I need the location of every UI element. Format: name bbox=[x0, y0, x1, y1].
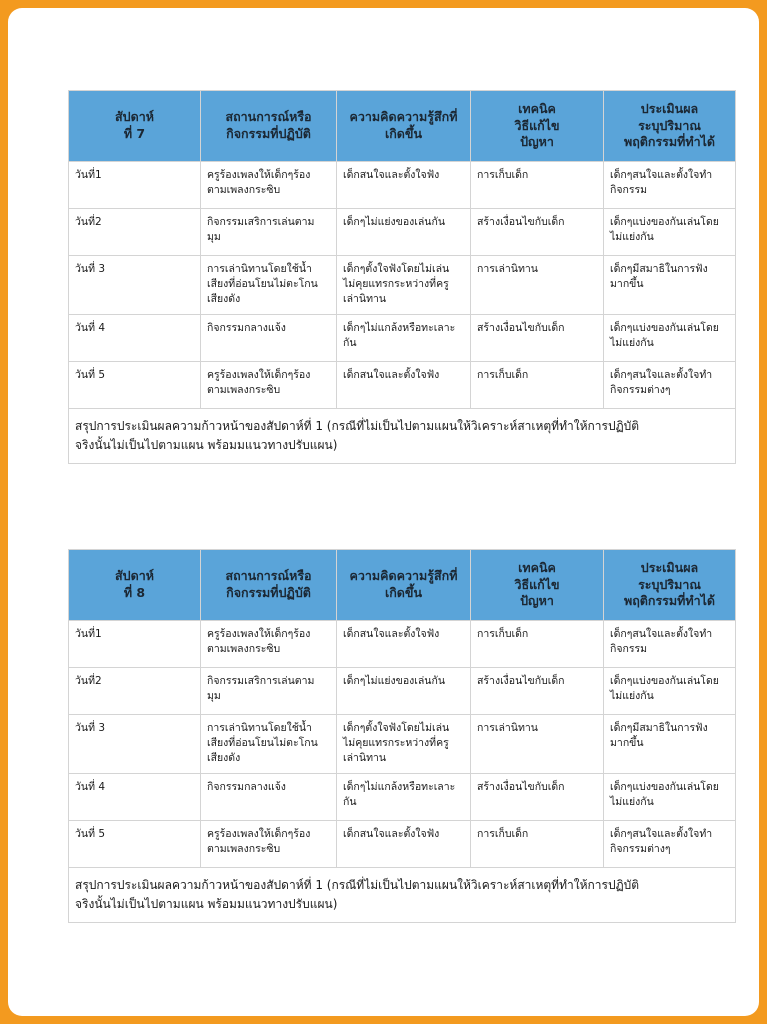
header-feelings: ความคิดความรู้สึกที่ เกิดขึ้น bbox=[337, 550, 471, 621]
header-feelings: ความคิดความรู้สึกที่ เกิดขึ้น bbox=[337, 91, 471, 162]
summary-row bbox=[69, 868, 736, 923]
feeling-cell: เด็กๆไม่แย่งของเล่นกัน bbox=[337, 209, 471, 256]
day-cell: วันที่ 3 bbox=[69, 256, 201, 315]
table-row bbox=[69, 821, 736, 868]
technique-cell: การเล่านิทาน bbox=[471, 256, 604, 315]
activity-cell: การเล่านิทานโดยใช้น้ำ เสียงที่อ่อนโยนไม่ตะโกน เสียงดัง bbox=[201, 256, 337, 315]
table-header-row bbox=[69, 550, 736, 621]
feeling-cell: เด็กสนใจและตั้งใจฟัง bbox=[337, 621, 471, 668]
header-activity: สถานการณ์หรือ กิจกรรมที่ปฏิบัติ bbox=[201, 91, 337, 162]
week-7-plan-table bbox=[68, 90, 736, 464]
evaluation-cell: เด็กๆสนใจและตั้งใจทำ กิจกรรมต่างๆ bbox=[604, 821, 736, 868]
feeling-cell: เด็กสนใจและตั้งใจฟัง bbox=[337, 362, 471, 409]
day-cell: วันที่2 bbox=[69, 209, 201, 256]
evaluation-cell: เด็กๆสนใจและตั้งใจทำ กิจกรรม bbox=[604, 621, 736, 668]
table-row bbox=[69, 668, 736, 715]
header-week: สัปดาห์ ที่ 8 bbox=[69, 550, 201, 621]
evaluation-cell: เด็กๆแบ่งของกันเล่นโดย ไม่แย่งกัน bbox=[604, 209, 736, 256]
feeling-cell: เด็กๆไม่แย่งของเล่นกัน bbox=[337, 668, 471, 715]
evaluation-cell: เด็กๆมีสมาธิในการฟัง มากขึ้น bbox=[604, 256, 736, 315]
progress-summary: สรุปการประเมินผลความก้าวหน้าของสัปดาห์ที่ 1 (กรณีที่ไม่เป็นไปตามแผนให้วิเคราะห์สาเหตุที่ทำให้การปฏิบัติ จริงนั้นไม่เป็นไปตามแผน พร้อมมแนวทางปรับแผน) bbox=[69, 409, 736, 464]
feeling-cell: เด็กสนใจและตั้งใจฟัง bbox=[337, 162, 471, 209]
table-row bbox=[69, 362, 736, 409]
header-activity: สถานการณ์หรือ กิจกรรมที่ปฏิบัติ bbox=[201, 550, 337, 621]
activity-cell: กิจกรรมเสริการเล่นตาม มุม bbox=[201, 209, 337, 256]
table-row bbox=[69, 621, 736, 668]
technique-cell: สร้างเงื่อนไขกับเด็ก bbox=[471, 209, 604, 256]
technique-cell: การเล่านิทาน bbox=[471, 715, 604, 774]
header-technique: เทคนิค วิธีแก้ไข ปัญหา bbox=[471, 91, 604, 162]
feeling-cell: เด็กๆไม่แกล้งหรือทะเลาะ กัน bbox=[337, 774, 471, 821]
activity-cell: ครูร้องเพลงให้เด็กๆร้อง ตามเพลงกระซิบ bbox=[201, 621, 337, 668]
evaluation-cell: เด็กๆมีสมาธิในการฟัง มากขึ้น bbox=[604, 715, 736, 774]
table-row bbox=[69, 774, 736, 821]
table-row bbox=[69, 209, 736, 256]
evaluation-cell: เด็กๆแบ่งของกันเล่นโดย ไม่แย่งกัน bbox=[604, 315, 736, 362]
week-8-plan-table bbox=[68, 549, 736, 923]
table-row bbox=[69, 315, 736, 362]
activity-cell: กิจกรรมเสริการเล่นตาม มุม bbox=[201, 668, 337, 715]
day-cell: วันที่ 4 bbox=[69, 315, 201, 362]
activity-cell: การเล่านิทานโดยใช้น้ำ เสียงที่อ่อนโยนไม่ตะโกน เสียงดัง bbox=[201, 715, 337, 774]
header-evaluation: ประเมินผล ระบุปริมาณ พฤติกรรมที่ทำได้ bbox=[604, 91, 736, 162]
summary-row bbox=[69, 409, 736, 464]
technique-cell: การเก็บเด็ก bbox=[471, 162, 604, 209]
day-cell: วันที่ 5 bbox=[69, 362, 201, 409]
evaluation-cell: เด็กๆสนใจและตั้งใจทำ กิจกรรม bbox=[604, 162, 736, 209]
feeling-cell: เด็กๆตั้งใจฟังโดยไม่เล่น ไม่คุยแทรกระหว่างที่ครู เล่านิทาน bbox=[337, 715, 471, 774]
table-header-row bbox=[69, 91, 736, 162]
document-page bbox=[8, 8, 759, 1016]
header-evaluation: ประเมินผล ระบุปริมาณ พฤติกรรมที่ทำได้ bbox=[604, 550, 736, 621]
feeling-cell: เด็กสนใจและตั้งใจฟัง bbox=[337, 821, 471, 868]
feeling-cell: เด็กๆไม่แกล้งหรือทะเลาะ กัน bbox=[337, 315, 471, 362]
header-week: สัปดาห์ ที่ 7 bbox=[69, 91, 201, 162]
activity-cell: กิจกรรมกลางแจ้ง bbox=[201, 315, 337, 362]
feeling-cell: เด็กๆตั้งใจฟังโดยไม่เล่น ไม่คุยแทรกระหว่างที่ครู เล่านิทาน bbox=[337, 256, 471, 315]
day-cell: วันที่2 bbox=[69, 668, 201, 715]
activity-cell: ครูร้องเพลงให้เด็กๆร้อง ตามเพลงกระซิบ bbox=[201, 362, 337, 409]
header-technique: เทคนิค วิธีแก้ไข ปัญหา bbox=[471, 550, 604, 621]
activity-cell: กิจกรรมกลางแจ้ง bbox=[201, 774, 337, 821]
technique-cell: สร้างเงื่อนไขกับเด็ก bbox=[471, 668, 604, 715]
technique-cell: สร้างเงื่อนไขกับเด็ก bbox=[471, 774, 604, 821]
activity-cell: ครูร้องเพลงให้เด็กๆร้อง ตามเพลงกระซิบ bbox=[201, 821, 337, 868]
table-row bbox=[69, 715, 736, 774]
evaluation-cell: เด็กๆสนใจและตั้งใจทำ กิจกรรมต่างๆ bbox=[604, 362, 736, 409]
day-cell: วันที่1 bbox=[69, 162, 201, 209]
progress-summary: สรุปการประเมินผลความก้าวหน้าของสัปดาห์ที่ 1 (กรณีที่ไม่เป็นไปตามแผนให้วิเคราะห์สาเหตุที่ทำให้การปฏิบัติ จริงนั้นไม่เป็นไปตามแผน พร้อมมแนวทางปรับแผน) bbox=[69, 868, 736, 923]
technique-cell: การเก็บเด็ก bbox=[471, 362, 604, 409]
technique-cell: การเก็บเด็ก bbox=[471, 821, 604, 868]
day-cell: วันที่1 bbox=[69, 621, 201, 668]
activity-cell: ครูร้องเพลงให้เด็กๆร้อง ตามเพลงกระซิบ bbox=[201, 162, 337, 209]
day-cell: วันที่ 5 bbox=[69, 821, 201, 868]
day-cell: วันที่ 3 bbox=[69, 715, 201, 774]
evaluation-cell: เด็กๆแบ่งของกันเล่นโดย ไม่แย่งกัน bbox=[604, 774, 736, 821]
technique-cell: การเก็บเด็ก bbox=[471, 621, 604, 668]
day-cell: วันที่ 4 bbox=[69, 774, 201, 821]
table-row bbox=[69, 256, 736, 315]
table-row bbox=[69, 162, 736, 209]
technique-cell: สร้างเงื่อนไขกับเด็ก bbox=[471, 315, 604, 362]
evaluation-cell: เด็กๆแบ่งของกันเล่นโดย ไม่แย่งกัน bbox=[604, 668, 736, 715]
